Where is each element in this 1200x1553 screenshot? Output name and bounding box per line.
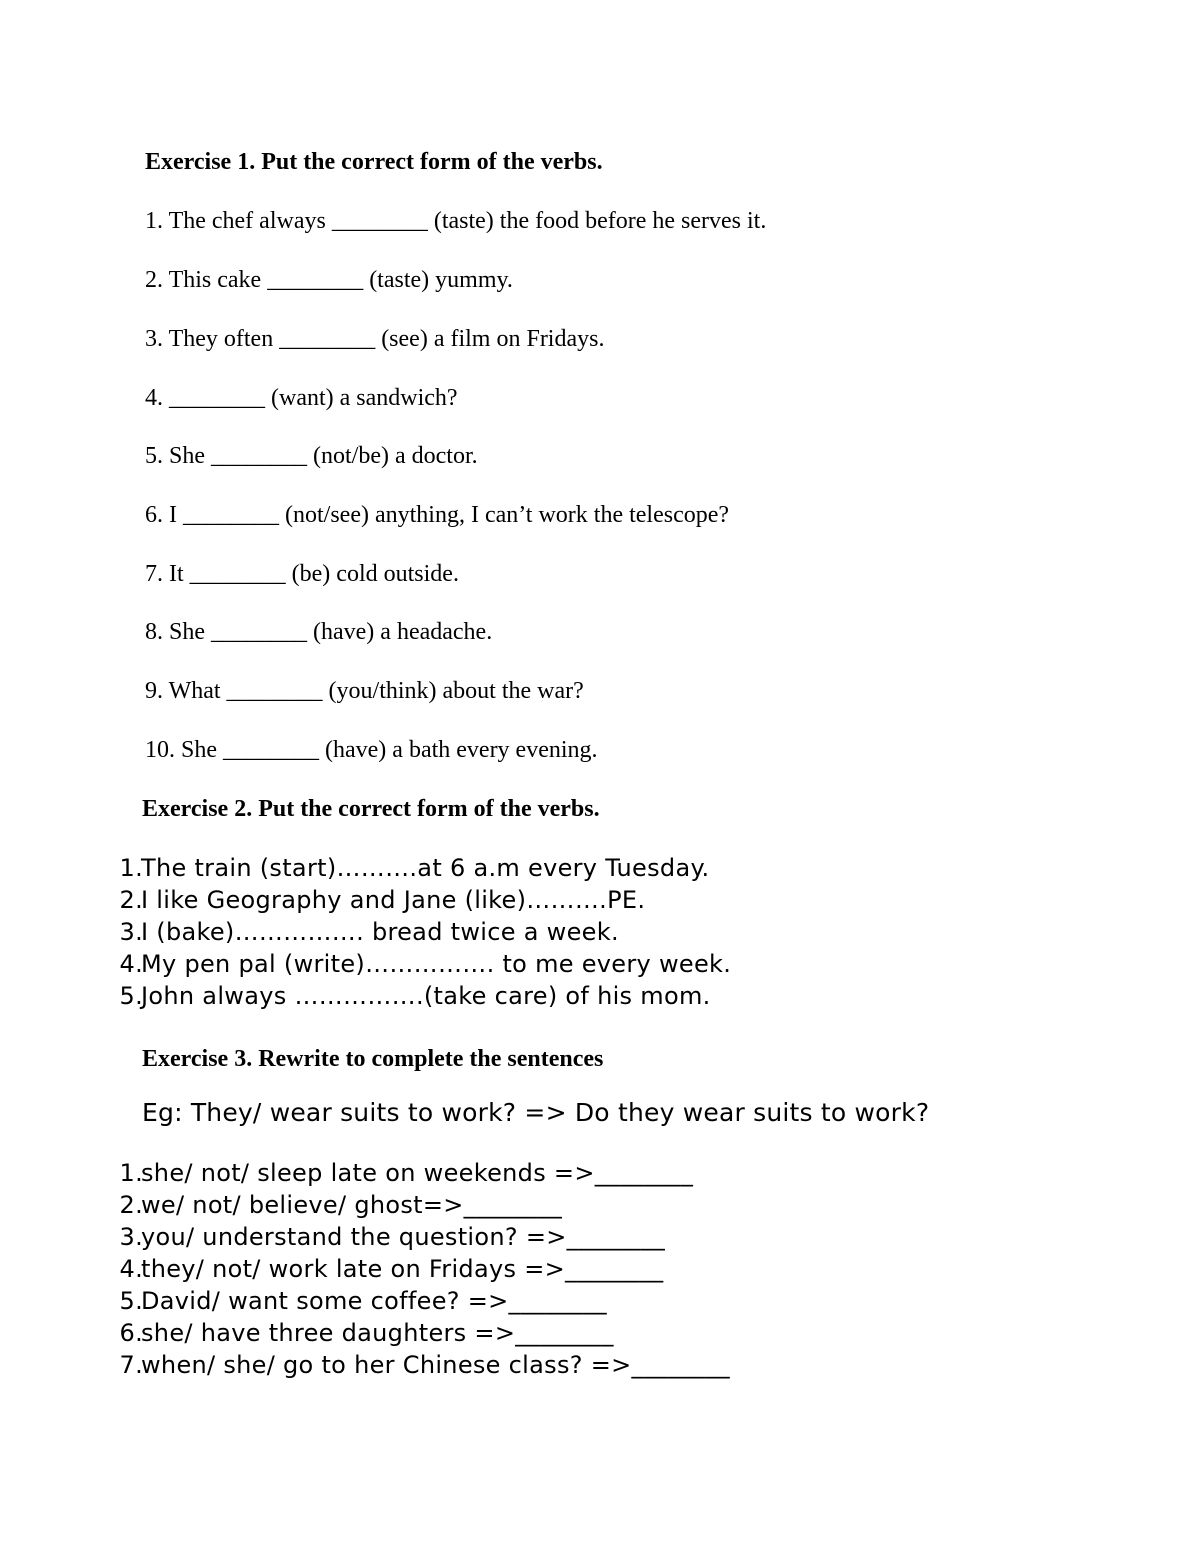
- list-item: [103, 1349, 730, 1381]
- exercise1-item-10: 10. She ________ (have) a bath every evening.: [145, 737, 598, 763]
- exercise1-item-2: 2. This cake ________ (taste) yummy.: [145, 267, 513, 293]
- list-item-text: I (bake)……………. bread twice a week.: [141, 918, 619, 946]
- list-item-text: David/ want some coffee? =>________: [141, 1287, 607, 1315]
- exercise1-item-4: 4. ________ (want) a sandwich?: [145, 385, 458, 411]
- list-item: [103, 1189, 563, 1221]
- exercise3-example: Eg: They/ wear suits to work? => Do they wear suits to work?: [142, 1098, 930, 1127]
- list-item: [103, 1157, 694, 1189]
- list-item: [103, 980, 711, 1012]
- list-item-text: they/ not/ work late on Fridays =>________: [141, 1255, 664, 1283]
- list-item-number: 2.: [119, 886, 143, 914]
- exercise1-item-1: 1. The chef always ________ (taste) the food before he serves it.: [145, 208, 767, 234]
- exercise3-heading: Exercise 3. Rewrite to complete the sentences: [142, 1046, 604, 1072]
- list-item-number: 7.: [119, 1351, 143, 1379]
- exercise1-item-8: 8. She ________ (have) a headache.: [145, 619, 493, 645]
- list-item-number: 4.: [119, 1255, 143, 1283]
- list-item-text: we/ not/ believe/ ghost=>________: [141, 1191, 563, 1219]
- exercise1-item-7: 7. It ________ (be) cold outside.: [145, 561, 459, 587]
- list-item: [103, 948, 732, 980]
- exercise1-item-3: 3. They often ________ (see) a film on Fridays.: [145, 326, 605, 352]
- exercise1-item-6: 6. I ________ (not/see) anything, I can’t work the telescope?: [145, 502, 730, 528]
- list-item: [103, 1317, 614, 1349]
- list-item-text: you/ understand the question? =>________: [141, 1223, 666, 1251]
- list-item-number: 2.: [119, 1191, 143, 1219]
- list-item-text: The train (start)……….at 6 a.m every Tuesday.: [141, 854, 710, 882]
- list-item-text: when/ she/ go to her Chinese class? =>________: [141, 1351, 730, 1379]
- list-item: [103, 1221, 666, 1253]
- list-item-text: she/ not/ sleep late on weekends =>________: [141, 1159, 694, 1187]
- list-item-text: I like Geography and Jane (like)……….PE.: [141, 886, 646, 914]
- list-item-number: 3.: [119, 1223, 143, 1251]
- list-item-text: My pen pal (write)……………. to me every week.: [141, 950, 732, 978]
- exercise2-heading: Exercise 2. Put the correct form of the verbs.: [142, 796, 600, 822]
- exercise1-item-9: 9. What ________ (you/think) about the war?: [145, 678, 584, 704]
- exercise1-item-5: 5. She ________ (not/be) a doctor.: [145, 443, 478, 469]
- exercise1-heading: Exercise 1. Put the correct form of the verbs.: [145, 149, 603, 175]
- list-item: [103, 1285, 607, 1317]
- list-item-number: 1.: [119, 854, 143, 882]
- exercise2-list: [103, 852, 732, 1012]
- list-item: [103, 884, 646, 916]
- list-item-number: 3.: [119, 918, 143, 946]
- list-item-number: 4.: [119, 950, 143, 978]
- list-item: [103, 1253, 664, 1285]
- list-item: [103, 852, 710, 884]
- list-item: [103, 916, 619, 948]
- list-item-text: John always …………….(take care) of his mom.: [141, 982, 711, 1010]
- list-item-number: 5.: [119, 982, 143, 1010]
- exercise3-list: [103, 1157, 730, 1381]
- list-item-number: 5.: [119, 1287, 143, 1315]
- list-item-text: she/ have three daughters =>________: [141, 1319, 614, 1347]
- list-item-number: 1.: [119, 1159, 143, 1187]
- list-item-number: 6.: [119, 1319, 143, 1347]
